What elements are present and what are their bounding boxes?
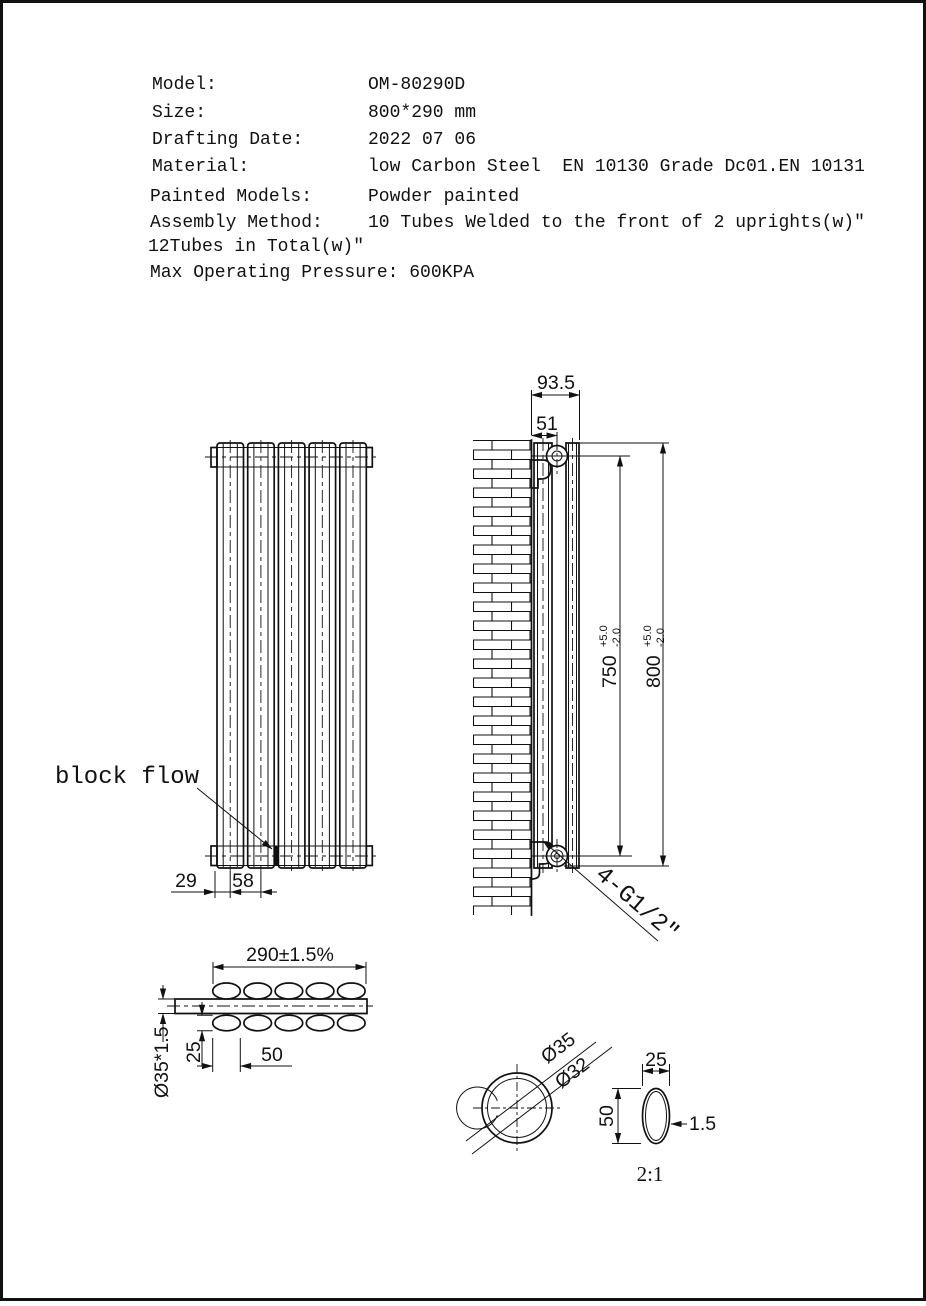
flow-block-mark (274, 846, 279, 866)
dim-pipe-centers-750 (598, 456, 623, 856)
dim-58: 58 (232, 870, 254, 892)
wall-brick-hatch (473, 440, 532, 915)
dim-oval-height: 50 (596, 1105, 618, 1127)
tube-row-front (213, 983, 365, 999)
svg-text:290±1.5%: 290±1.5% (246, 944, 334, 966)
tube-column-side (566, 438, 579, 873)
dim-tube-width (197, 1038, 292, 1072)
spec-date-label: Drafting Date: (152, 130, 304, 150)
spec-pressure-line: Max Operating Pressure: 600KPA (150, 263, 475, 283)
svg-text:51: 51 (536, 413, 558, 435)
dim-collector-tube (151, 985, 175, 1098)
dim-wall-to-pipe-51 (532, 413, 558, 450)
spec-assembly-value: 10 Tubes Welded to the front of 2 uprights(w)″ (368, 213, 865, 233)
spec-material-label: Material: (152, 157, 250, 177)
dim-height-800 (642, 443, 667, 866)
svg-text:750: 750 (599, 655, 621, 688)
dim-oval-width: 25 (645, 1049, 667, 1071)
detail-collector-section (457, 1028, 612, 1154)
svg-text:Ø35*1.5: Ø35*1.5 (151, 1026, 173, 1098)
dim-wall-thickness: 1.5 (689, 1113, 717, 1135)
spec-model-value: OM-80290D (368, 75, 466, 95)
svg-text:-2.0: -2.0 (655, 628, 667, 647)
dim-29: 29 (175, 870, 197, 892)
detail-scale-label: 2:1 (636, 1162, 664, 1186)
spec-assembly-label: Assembly Method: (150, 213, 323, 233)
block-flow-label: block flow (55, 764, 200, 791)
collector-column-side (534, 438, 552, 873)
side-view (473, 372, 684, 948)
spec-size-value: 800*290 mm (368, 103, 477, 123)
radiator-tubes (217, 440, 366, 871)
dim-width-290 (213, 944, 366, 984)
spec-assembly-value2: 12Tubes in Total(w)″ (148, 237, 365, 257)
svg-text:93.5: 93.5 (537, 372, 575, 394)
tube-row-rear (213, 1015, 365, 1031)
dim-tube-depth (183, 1002, 213, 1066)
svg-text:25: 25 (183, 1041, 205, 1063)
dim-outer-diameter: Ø35 (537, 1028, 580, 1069)
spec-date-value: 2022 07 06 (368, 130, 477, 150)
front-view (55, 440, 378, 898)
spec-size-label: Size: (152, 103, 207, 123)
svg-text:+5.0: +5.0 (598, 625, 610, 647)
svg-text:+5.0: +5.0 (642, 625, 654, 647)
detail-view (457, 1028, 717, 1186)
spec-painted-label: Painted Models: (150, 187, 313, 207)
svg-text:50: 50 (261, 1044, 283, 1066)
title-block (148, 75, 865, 283)
spec-painted-value: Powder painted (368, 187, 520, 207)
section-view (151, 944, 373, 1098)
spec-material-value: low Carbon Steel EN 10130 Grade Dc01.EN 10131 (368, 157, 865, 177)
svg-text:800: 800 (643, 655, 665, 688)
dim-inner-diameter: Ø32 (551, 1053, 594, 1094)
front-dimensions (171, 870, 277, 898)
detail-oval-section (596, 1049, 716, 1144)
svg-text:-2.0: -2.0 (611, 628, 623, 647)
svg-text:4-G1/2″: 4-G1/2″ (589, 861, 684, 948)
spec-model-label: Model: (152, 75, 217, 95)
